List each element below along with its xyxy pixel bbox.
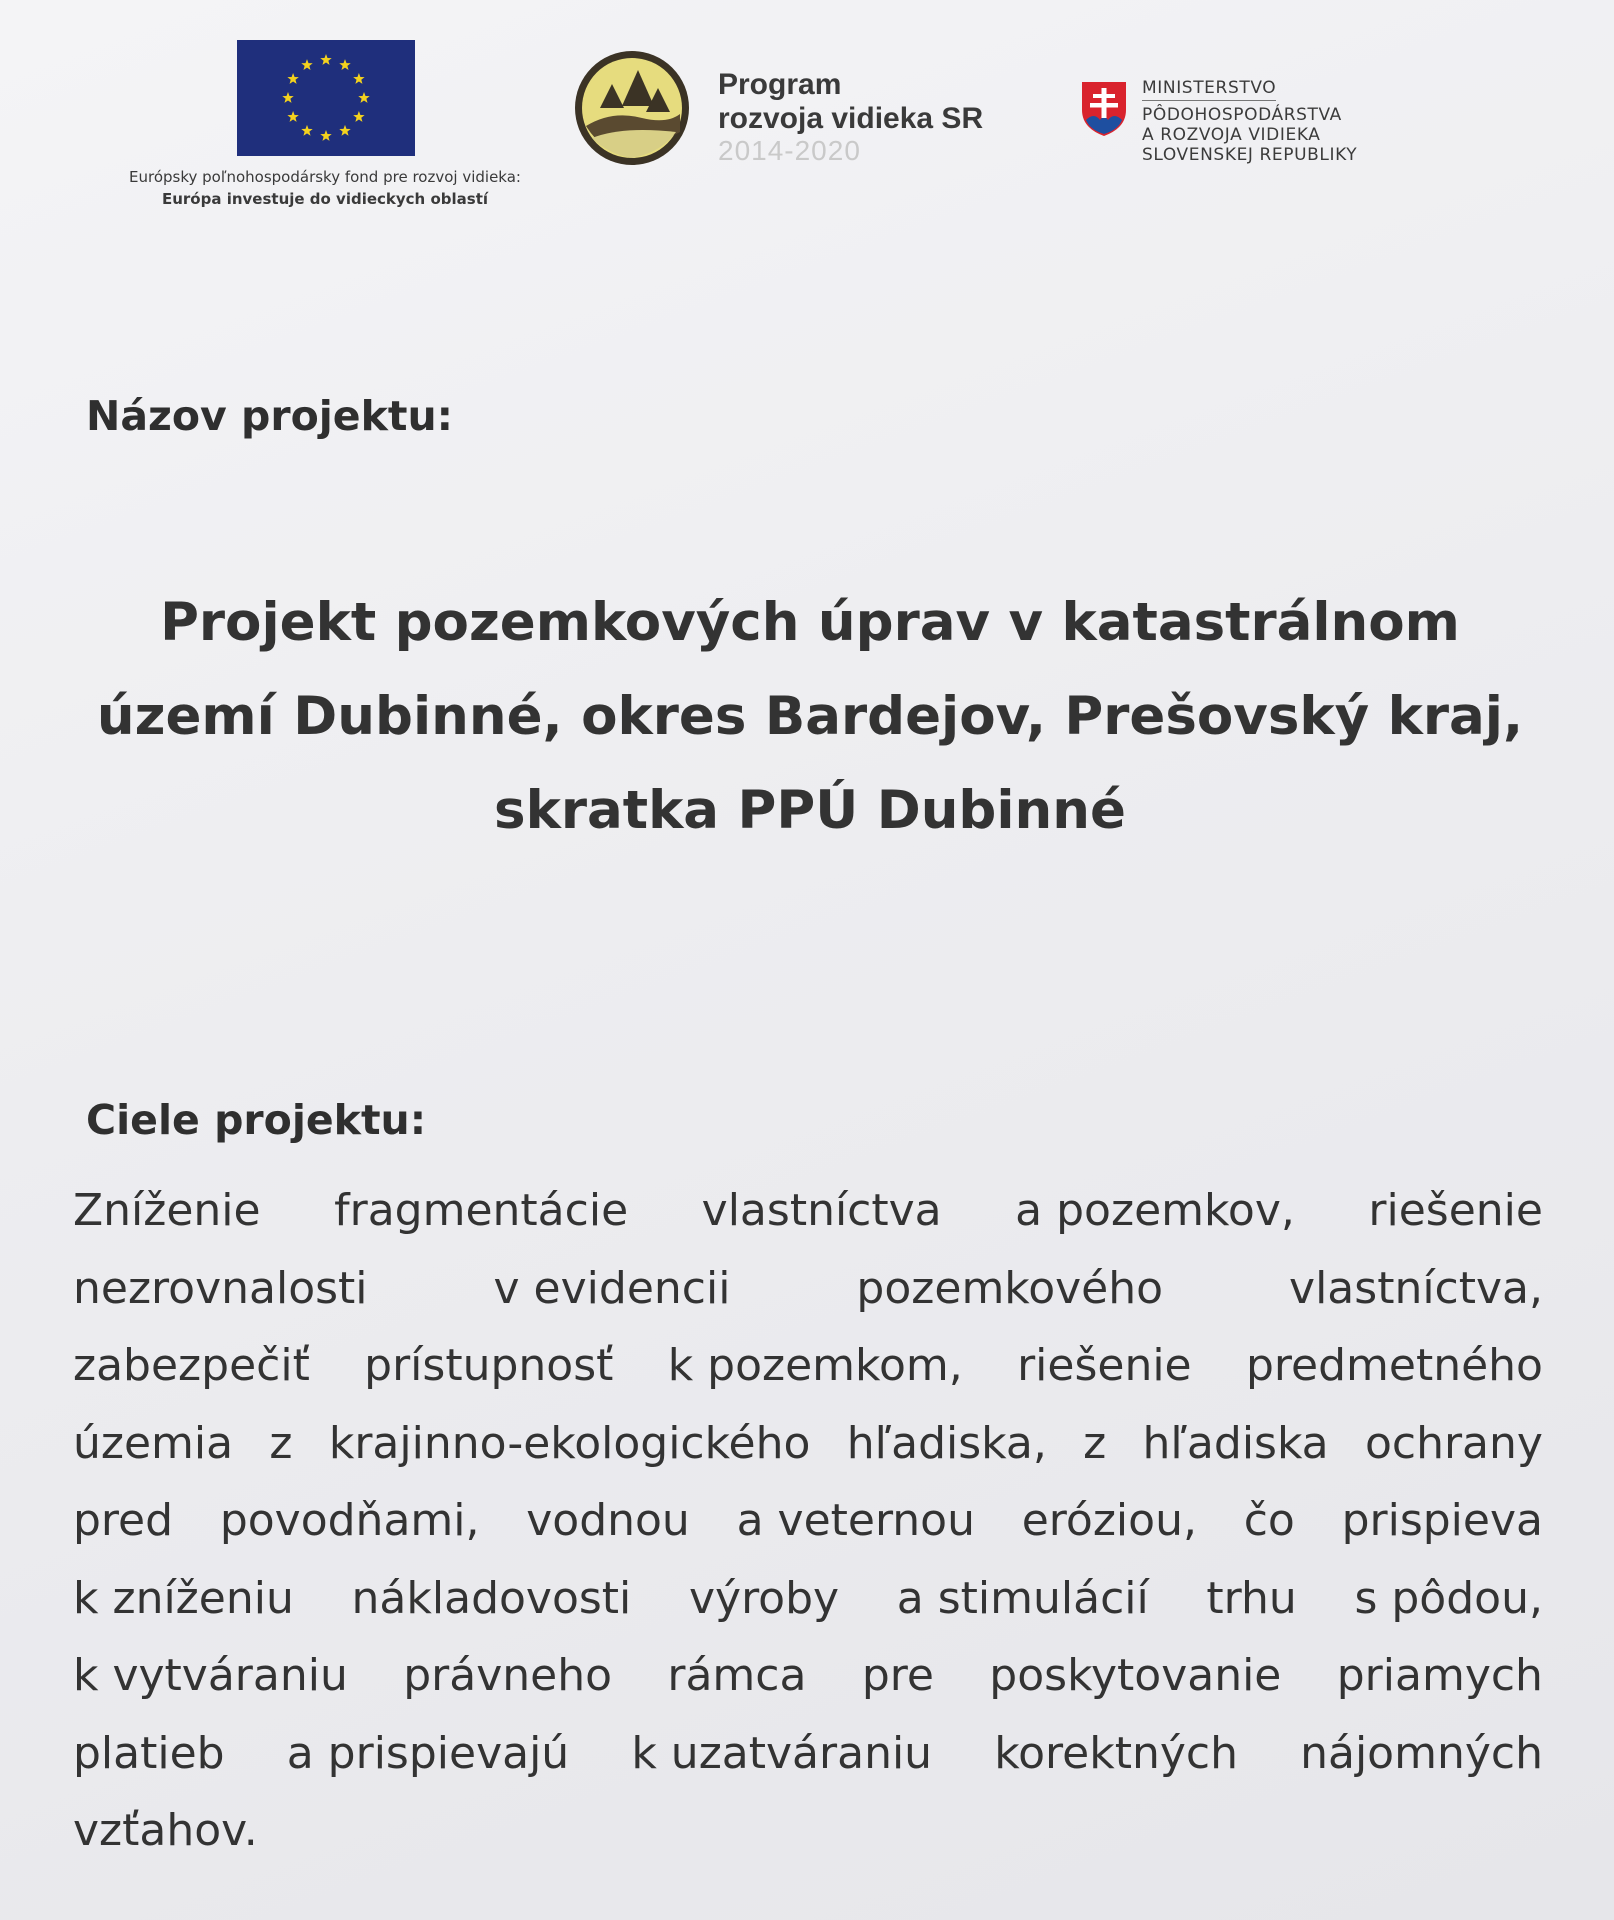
goals-word: pozemkového bbox=[856, 1262, 1164, 1314]
prv-years: 2014-2020 bbox=[718, 135, 861, 166]
goals-word: zabezpečiť bbox=[73, 1340, 310, 1391]
goals-word: z bbox=[269, 1417, 293, 1469]
project-title-line: Projekt pozemkových úprav v katastrálnom bbox=[160, 592, 1460, 653]
goals-word: pre bbox=[861, 1650, 934, 1701]
goals-word: a stimulácií bbox=[896, 1572, 1149, 1624]
ministry-name bbox=[1142, 78, 1357, 165]
goals-word: k uzatváraniu bbox=[631, 1727, 933, 1779]
goals-line bbox=[73, 1172, 1543, 1250]
prv-logo-block bbox=[572, 48, 1042, 178]
prv-title-line-1: Program bbox=[718, 68, 842, 101]
eu-caption-line-2: Európa investuje do vidieckych oblastí bbox=[161, 190, 488, 208]
eu-flag-icon bbox=[237, 40, 415, 156]
goals-word: nezrovnalosti bbox=[73, 1262, 368, 1314]
goals-word: nákladovosti bbox=[351, 1572, 632, 1624]
goals-word: vzťahov. bbox=[73, 1805, 258, 1856]
goals-word: riešenie bbox=[1017, 1340, 1192, 1391]
project-title-line: území Dubinné, okres Bardejov, Prešovský kraj, bbox=[96, 686, 1524, 747]
goals-line bbox=[73, 1250, 1543, 1328]
goals-word: územia bbox=[73, 1417, 234, 1469]
ministry-line-1: MINISTERSTVO bbox=[1142, 78, 1276, 101]
goals-word: čo bbox=[1243, 1495, 1295, 1546]
logo-header bbox=[0, 38, 1614, 228]
goals-word: s pôdou, bbox=[1354, 1572, 1543, 1624]
goals-word: v evidencii bbox=[493, 1262, 731, 1314]
goals-word: rámca bbox=[667, 1650, 807, 1701]
goals-word: hľadiska, bbox=[846, 1417, 1047, 1469]
goals-word: k zníženiu bbox=[73, 1572, 294, 1624]
goals-word: vlastníctva, bbox=[1289, 1262, 1543, 1314]
goals-word: prispieva bbox=[1341, 1495, 1543, 1546]
goals-word: ochrany bbox=[1364, 1417, 1543, 1469]
goals-word: z bbox=[1083, 1417, 1107, 1469]
project-goals-label: Ciele projektu: bbox=[86, 1096, 427, 1144]
prv-title-line-2: rozvoja vidieka SR bbox=[718, 102, 984, 135]
prv-text bbox=[718, 68, 983, 166]
eu-caption bbox=[95, 166, 555, 210]
goals-line bbox=[73, 1482, 1543, 1560]
project-title-line: skratka PPÚ Dubinné bbox=[494, 780, 1126, 841]
project-title bbox=[80, 576, 1540, 858]
ministry-line-2: PÔDOHOSPODÁRSTVA bbox=[1142, 105, 1342, 125]
ministry-line-3: A ROZVOJA VIDIEKA bbox=[1142, 125, 1321, 145]
ministry-line-4: SLOVENSKEJ REPUBLIKY bbox=[1142, 145, 1358, 165]
goals-line bbox=[73, 1792, 1543, 1870]
project-name-label: Názov projektu: bbox=[86, 392, 454, 440]
goals-word: prístupnosť bbox=[364, 1340, 614, 1391]
goals-word: trhu bbox=[1206, 1572, 1297, 1624]
goals-word: a prispievajú bbox=[286, 1727, 570, 1779]
goals-word: priamych bbox=[1336, 1650, 1543, 1701]
goals-word: krajinno-ekologického bbox=[328, 1417, 811, 1469]
goals-word: výroby bbox=[688, 1572, 840, 1624]
goals-word: eróziou, bbox=[1021, 1495, 1197, 1546]
rural-landscape-emblem-icon bbox=[572, 48, 692, 168]
goals-word: poskytovanie bbox=[989, 1650, 1282, 1701]
slovak-coat-of-arms-icon bbox=[1080, 80, 1128, 138]
goals-word: k pozemkom, bbox=[667, 1340, 963, 1391]
goals-word: právneho bbox=[403, 1650, 613, 1701]
goals-line bbox=[73, 1715, 1543, 1793]
goals-word: hľadiska bbox=[1142, 1417, 1329, 1469]
goals-word: riešenie bbox=[1368, 1185, 1543, 1236]
goals-word: predmetného bbox=[1245, 1340, 1543, 1391]
goals-word: povodňami, bbox=[219, 1495, 480, 1546]
goals-word: fragmentácie bbox=[334, 1185, 629, 1236]
goals-word: a pozemkov, bbox=[1015, 1185, 1295, 1236]
goals-word: a veternou bbox=[736, 1495, 975, 1546]
goals-word: k vytváraniu bbox=[73, 1650, 348, 1701]
ministry-logo-block bbox=[1080, 78, 1420, 188]
goals-word: vlastníctva bbox=[701, 1185, 942, 1236]
goals-word: pred bbox=[73, 1495, 174, 1546]
goals-word: vodnou bbox=[526, 1495, 690, 1546]
goals-word: platieb bbox=[73, 1727, 225, 1779]
project-goals-text bbox=[73, 1172, 1543, 1870]
goals-line bbox=[73, 1637, 1543, 1715]
goals-word: nájomných bbox=[1300, 1727, 1543, 1779]
goals-line bbox=[73, 1327, 1543, 1405]
goals-word: Zníženie bbox=[73, 1185, 261, 1236]
goals-line bbox=[73, 1405, 1543, 1483]
goals-word: korektných bbox=[994, 1727, 1238, 1779]
goals-line bbox=[73, 1560, 1543, 1638]
eu-caption-line-1: Európsky poľnohospodársky fond pre rozvoj vidieka: bbox=[129, 168, 521, 186]
